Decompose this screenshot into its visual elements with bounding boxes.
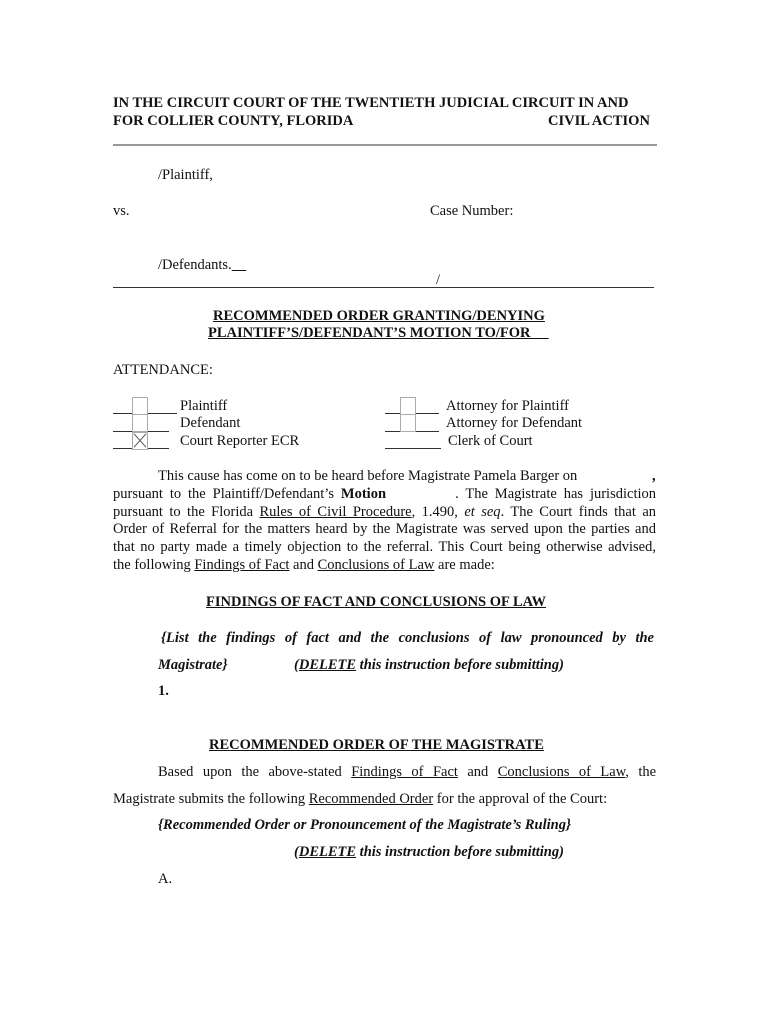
defendants-label: /Defendants.: [158, 257, 232, 273]
vs-label: vs.: [113, 203, 130, 219]
body-paragraph: This cause has come on to be heard before Magistrate Pamela Barger on , pursuant to the Plaintiff/Defendant’s Motion . The Magistrate has jurisdiction pursuant to the Florida Rules of Civil Procedure, 1.490, et seq. The Court finds that an Order of Referral for the matters heard by the Magistrate was served upon the parties and that no party made a timely objection to the referral. This Court being otherwise advised, the following Findings of Fact and Conclusions of Law are made:: [113, 468, 656, 573]
order-title-line1: RECOMMENDED ORDER GRANTING/DENYING: [213, 308, 545, 324]
court-header-line1: IN THE CIRCUIT COURT OF THE TWENTIETH JUDICIAL CIRCUIT IN AND: [113, 95, 629, 111]
attendance-court-reporter: Court Reporter ECR: [180, 433, 300, 449]
attendance-label: ATTENDANCE:: [113, 362, 213, 378]
attendance-defendant: Defendant: [180, 415, 241, 431]
caption-slash: /: [436, 272, 441, 288]
attendance-blank: [385, 448, 441, 449]
finding-item-1: 1.: [158, 683, 169, 699]
court-header-county: FOR COLLIER COUNTY, FLORIDA: [113, 113, 354, 129]
caption-rule: [113, 287, 654, 288]
recommended-paragraph-line1: Based upon the above-stated Findings of Fact and Conclusions of Law, the: [158, 764, 657, 780]
delete-instruction: (DELETE this instruction before submitting): [294, 657, 564, 673]
attendance-attorney-plaintiff: Attorney for Plaintiff: [446, 398, 569, 414]
order-item-a: A.: [158, 871, 173, 887]
findings-heading: FINDINGS OF FACT AND CONCLUSIONS OF LAW: [206, 594, 546, 610]
court-reporter-checkbox-checked[interactable]: [132, 432, 148, 450]
defendant-checkbox[interactable]: [132, 414, 148, 432]
plaintiff-label: /Plaintiff,: [158, 167, 213, 183]
recommended-paragraph-line2: Magistrate submits the following Recommended Order for the approval of the Court:: [113, 791, 608, 807]
attorney-defendant-checkbox[interactable]: [400, 414, 416, 432]
case-number-label: Case Number:: [430, 203, 514, 219]
attendance-attorney-defendant: Attorney for Defendant: [446, 415, 583, 431]
recommended-heading: RECOMMENDED ORDER OF THE MAGISTRATE: [209, 737, 544, 753]
delete-instruction: (DELETE this instruction before submitting): [294, 844, 564, 860]
civil-action-label: CIVIL ACTION: [548, 113, 650, 129]
plaintiff-checkbox[interactable]: [132, 397, 148, 415]
header-divider: [113, 144, 657, 146]
attendance-plaintiff: Plaintiff: [180, 398, 228, 414]
attendance-clerk: Clerk of Court: [448, 433, 533, 449]
findings-instruction: {List the findings of fact and the conclusions of law pronounced by the: [161, 630, 654, 646]
recommended-instruction: {Recommended Order or Pronouncement of the Magistrate’s Ruling}: [158, 817, 572, 833]
attorney-plaintiff-checkbox[interactable]: [400, 397, 416, 415]
findings-instruction-magistrate: Magistrate}: [158, 657, 228, 673]
order-title-line2: PLAINTIFF’S/DEFENDANT’S MOTION TO/FOR: [208, 325, 531, 341]
